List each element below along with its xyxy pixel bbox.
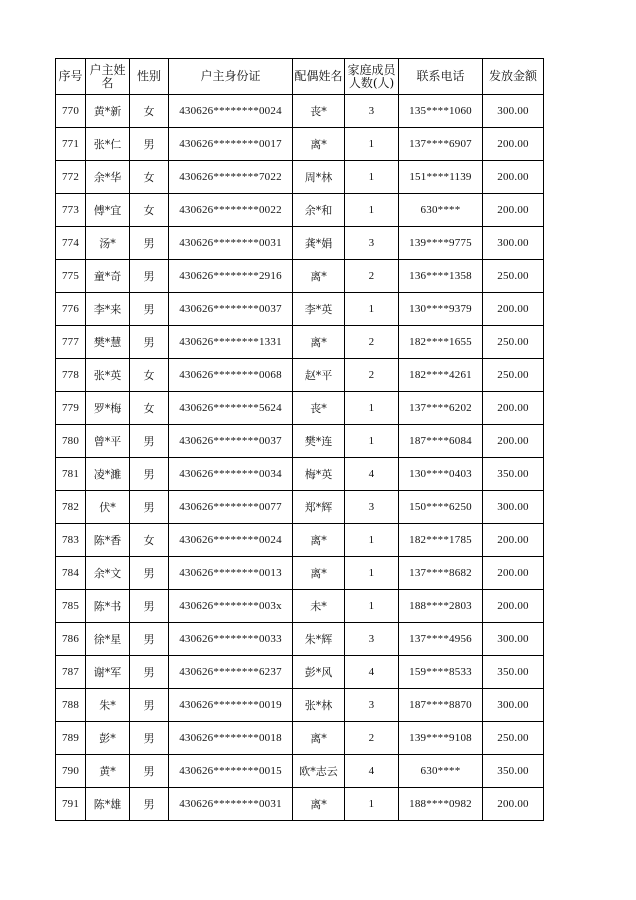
phone-cell: 139****9775 [399, 227, 483, 260]
id-number-cell: 430626********0022 [169, 194, 293, 227]
phone-cell: 182****1785 [399, 524, 483, 557]
index-cell: 771 [56, 128, 86, 161]
index-cell: 784 [56, 557, 86, 590]
id-number-cell: 430626********0037 [169, 425, 293, 458]
gender-cell: 男 [130, 227, 169, 260]
phone-cell: 188****0982 [399, 788, 483, 821]
family-size-cell: 1 [345, 425, 399, 458]
id-number-cell: 430626********0068 [169, 359, 293, 392]
col-index-header: 序号 [56, 59, 86, 95]
phone-cell: 187****8870 [399, 689, 483, 722]
gender-cell: 男 [130, 458, 169, 491]
family-size-cell: 3 [345, 623, 399, 656]
table-row [56, 293, 544, 326]
spouse-name-cell: 丧* [293, 95, 345, 128]
family-size-cell: 4 [345, 656, 399, 689]
index-cell: 779 [56, 392, 86, 425]
table-row [56, 128, 544, 161]
phone-cell: 139****9108 [399, 722, 483, 755]
family-size-cell: 1 [345, 590, 399, 623]
gender-cell: 男 [130, 590, 169, 623]
family-size-cell: 1 [345, 392, 399, 425]
owner-name-cell: 李*来 [86, 293, 130, 326]
spouse-name-cell: 周*林 [293, 161, 345, 194]
phone-cell: 130****0403 [399, 458, 483, 491]
index-cell: 789 [56, 722, 86, 755]
table-row [56, 161, 544, 194]
amount-cell: 200.00 [483, 128, 544, 161]
amount-cell: 200.00 [483, 590, 544, 623]
family-size-cell: 1 [345, 161, 399, 194]
index-cell: 788 [56, 689, 86, 722]
gender-cell: 男 [130, 755, 169, 788]
owner-name-cell: 黄*新 [86, 95, 130, 128]
amount-cell: 250.00 [483, 359, 544, 392]
amount-cell: 200.00 [483, 524, 544, 557]
phone-cell: 182****4261 [399, 359, 483, 392]
spouse-name-cell: 欧*志云 [293, 755, 345, 788]
spouse-name-cell: 离* [293, 260, 345, 293]
id-number-cell: 430626********0031 [169, 227, 293, 260]
amount-cell: 350.00 [483, 458, 544, 491]
col-family-size-header: 家庭成员人数(人) [345, 59, 399, 95]
id-number-cell: 430626********0024 [169, 95, 293, 128]
owner-name-cell: 陈*雄 [86, 788, 130, 821]
amount-cell: 300.00 [483, 689, 544, 722]
family-size-cell: 3 [345, 491, 399, 524]
spouse-name-cell: 赵*平 [293, 359, 345, 392]
id-number-cell: 430626********0031 [169, 788, 293, 821]
amount-cell: 250.00 [483, 326, 544, 359]
family-size-cell: 1 [345, 557, 399, 590]
phone-cell: 159****8533 [399, 656, 483, 689]
id-number-cell: 430626********0013 [169, 557, 293, 590]
table-row [56, 227, 544, 260]
gender-cell: 女 [130, 524, 169, 557]
gender-cell: 男 [130, 788, 169, 821]
owner-name-cell: 童*奇 [86, 260, 130, 293]
index-cell: 773 [56, 194, 86, 227]
family-size-cell: 2 [345, 722, 399, 755]
spouse-name-cell: 梅*英 [293, 458, 345, 491]
phone-cell: 130****9379 [399, 293, 483, 326]
table-row [56, 623, 544, 656]
gender-cell: 女 [130, 359, 169, 392]
index-cell: 775 [56, 260, 86, 293]
table-body [56, 95, 544, 821]
family-size-cell: 2 [345, 326, 399, 359]
family-size-cell: 1 [345, 293, 399, 326]
amount-cell: 250.00 [483, 722, 544, 755]
amount-cell: 200.00 [483, 425, 544, 458]
table-row [56, 326, 544, 359]
phone-cell: 630**** [399, 755, 483, 788]
amount-cell: 200.00 [483, 788, 544, 821]
owner-name-cell: 罗*梅 [86, 392, 130, 425]
col-owner-name-header: 户主姓名 [86, 59, 130, 95]
id-number-cell: 430626********0077 [169, 491, 293, 524]
id-number-cell: 430626********5624 [169, 392, 293, 425]
index-cell: 772 [56, 161, 86, 194]
id-number-cell: 430626********0037 [169, 293, 293, 326]
phone-cell: 187****6084 [399, 425, 483, 458]
col-amount-header: 发放金额 [483, 59, 544, 95]
amount-cell: 350.00 [483, 755, 544, 788]
table-row [56, 194, 544, 227]
gender-cell: 女 [130, 161, 169, 194]
family-size-cell: 2 [345, 359, 399, 392]
table-row [56, 425, 544, 458]
owner-name-cell: 余*华 [86, 161, 130, 194]
spouse-name-cell: 朱*辉 [293, 623, 345, 656]
index-cell: 783 [56, 524, 86, 557]
id-number-cell: 430626********0018 [169, 722, 293, 755]
phone-cell: 182****1655 [399, 326, 483, 359]
spouse-name-cell: 离* [293, 326, 345, 359]
owner-name-cell: 彭* [86, 722, 130, 755]
subsidy-table [55, 58, 544, 821]
spouse-name-cell: 离* [293, 788, 345, 821]
owner-name-cell: 樊*慧 [86, 326, 130, 359]
owner-name-cell: 张*仁 [86, 128, 130, 161]
gender-cell: 女 [130, 392, 169, 425]
col-spouse-name-header: 配偶姓名 [293, 59, 345, 95]
phone-cell: 188****2803 [399, 590, 483, 623]
id-number-cell: 430626********0034 [169, 458, 293, 491]
owner-name-cell: 陈*香 [86, 524, 130, 557]
index-cell: 780 [56, 425, 86, 458]
phone-cell: 137****4956 [399, 623, 483, 656]
amount-cell: 300.00 [483, 491, 544, 524]
spouse-name-cell: 离* [293, 557, 345, 590]
owner-name-cell: 伏* [86, 491, 130, 524]
index-cell: 790 [56, 755, 86, 788]
header-row [56, 59, 544, 95]
id-number-cell: 430626********003x [169, 590, 293, 623]
id-number-cell: 430626********0015 [169, 755, 293, 788]
id-number-cell: 430626********0019 [169, 689, 293, 722]
id-number-cell: 430626********1331 [169, 326, 293, 359]
table-row [56, 392, 544, 425]
phone-cell: 630**** [399, 194, 483, 227]
amount-cell: 350.00 [483, 656, 544, 689]
gender-cell: 男 [130, 491, 169, 524]
index-cell: 782 [56, 491, 86, 524]
owner-name-cell: 曾*平 [86, 425, 130, 458]
index-cell: 786 [56, 623, 86, 656]
family-size-cell: 3 [345, 689, 399, 722]
gender-cell: 女 [130, 194, 169, 227]
index-cell: 781 [56, 458, 86, 491]
table-row [56, 95, 544, 128]
table-header [56, 59, 544, 95]
amount-cell: 200.00 [483, 557, 544, 590]
family-size-cell: 1 [345, 194, 399, 227]
spouse-name-cell: 张*林 [293, 689, 345, 722]
table-row [56, 755, 544, 788]
table-row [56, 359, 544, 392]
phone-cell: 137****8682 [399, 557, 483, 590]
spouse-name-cell: 离* [293, 524, 345, 557]
family-size-cell: 4 [345, 458, 399, 491]
family-size-cell: 3 [345, 95, 399, 128]
family-size-cell: 1 [345, 524, 399, 557]
owner-name-cell: 张*英 [86, 359, 130, 392]
gender-cell: 男 [130, 260, 169, 293]
family-size-cell: 4 [345, 755, 399, 788]
amount-cell: 200.00 [483, 293, 544, 326]
family-size-cell: 1 [345, 128, 399, 161]
phone-cell: 137****6202 [399, 392, 483, 425]
spouse-name-cell: 离* [293, 722, 345, 755]
amount-cell: 200.00 [483, 194, 544, 227]
family-size-cell: 3 [345, 227, 399, 260]
id-number-cell: 430626********0033 [169, 623, 293, 656]
spouse-name-cell: 余*和 [293, 194, 345, 227]
id-number-cell: 430626********0024 [169, 524, 293, 557]
gender-cell: 男 [130, 623, 169, 656]
owner-name-cell: 黄* [86, 755, 130, 788]
gender-cell: 女 [130, 95, 169, 128]
gender-cell: 男 [130, 293, 169, 326]
spouse-name-cell: 郑*辉 [293, 491, 345, 524]
amount-cell: 200.00 [483, 392, 544, 425]
spouse-name-cell: 未* [293, 590, 345, 623]
table-row [56, 788, 544, 821]
index-cell: 777 [56, 326, 86, 359]
gender-cell: 男 [130, 557, 169, 590]
amount-cell: 300.00 [483, 623, 544, 656]
index-cell: 774 [56, 227, 86, 260]
gender-cell: 男 [130, 722, 169, 755]
phone-cell: 136****1358 [399, 260, 483, 293]
col-phone-header: 联系电话 [399, 59, 483, 95]
table-row [56, 491, 544, 524]
spouse-name-cell: 李*英 [293, 293, 345, 326]
table-row [56, 458, 544, 491]
spouse-name-cell: 彭*风 [293, 656, 345, 689]
table-row [56, 689, 544, 722]
amount-cell: 250.00 [483, 260, 544, 293]
index-cell: 785 [56, 590, 86, 623]
phone-cell: 151****1139 [399, 161, 483, 194]
spouse-name-cell: 丧* [293, 392, 345, 425]
id-number-cell: 430626********0017 [169, 128, 293, 161]
table-row [56, 722, 544, 755]
table-row [56, 524, 544, 557]
gender-cell: 男 [130, 128, 169, 161]
id-number-cell: 430626********7022 [169, 161, 293, 194]
index-cell: 776 [56, 293, 86, 326]
index-cell: 787 [56, 656, 86, 689]
id-number-cell: 430626********2916 [169, 260, 293, 293]
table-row [56, 557, 544, 590]
owner-name-cell: 凌*濉 [86, 458, 130, 491]
owner-name-cell: 陈*书 [86, 590, 130, 623]
spouse-name-cell: 龚*娟 [293, 227, 345, 260]
id-number-cell: 430626********6237 [169, 656, 293, 689]
spouse-name-cell: 离* [293, 128, 345, 161]
phone-cell: 137****6907 [399, 128, 483, 161]
owner-name-cell: 朱* [86, 689, 130, 722]
col-id-number-header: 户主身份证 [169, 59, 293, 95]
family-size-cell: 1 [345, 788, 399, 821]
index-cell: 791 [56, 788, 86, 821]
spouse-name-cell: 樊*连 [293, 425, 345, 458]
table-row [56, 260, 544, 293]
owner-name-cell: 傅*宜 [86, 194, 130, 227]
gender-cell: 男 [130, 326, 169, 359]
index-cell: 778 [56, 359, 86, 392]
phone-cell: 150****6250 [399, 491, 483, 524]
owner-name-cell: 谢*军 [86, 656, 130, 689]
owner-name-cell: 余*文 [86, 557, 130, 590]
gender-cell: 男 [130, 656, 169, 689]
gender-cell: 男 [130, 425, 169, 458]
gender-cell: 男 [130, 689, 169, 722]
amount-cell: 300.00 [483, 227, 544, 260]
index-cell: 770 [56, 95, 86, 128]
amount-cell: 200.00 [483, 161, 544, 194]
phone-cell: 135****1060 [399, 95, 483, 128]
amount-cell: 300.00 [483, 95, 544, 128]
family-size-cell: 2 [345, 260, 399, 293]
col-gender-header: 性别 [130, 59, 169, 95]
owner-name-cell: 汤* [86, 227, 130, 260]
table-row [56, 590, 544, 623]
table-row [56, 656, 544, 689]
owner-name-cell: 徐*星 [86, 623, 130, 656]
